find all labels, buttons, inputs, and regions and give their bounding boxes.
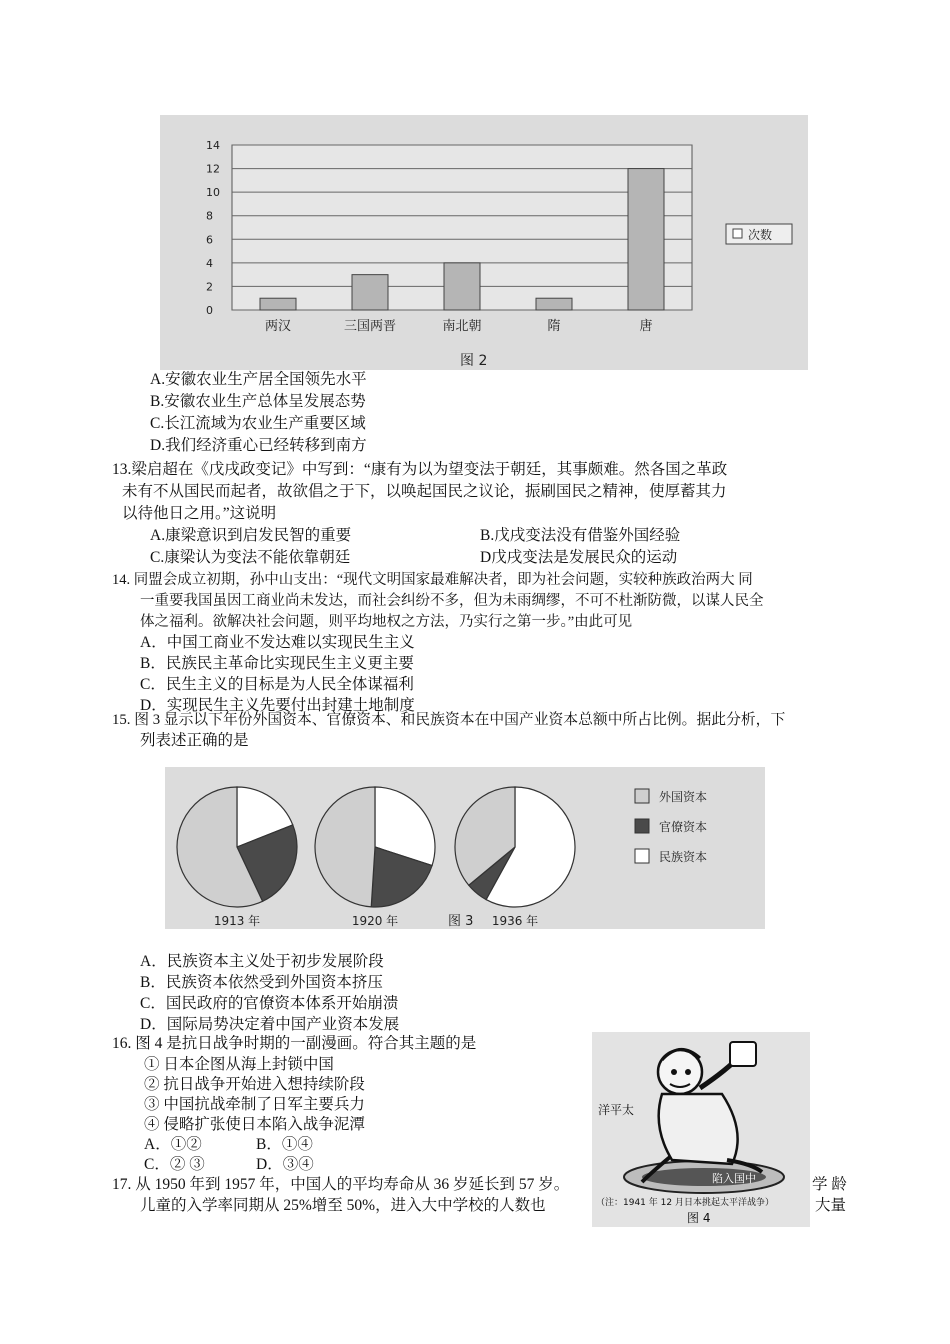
q16-item-1: ① 日本企图从海上封锁中国 bbox=[144, 1056, 334, 1073]
figure-caption: 图 4 bbox=[687, 1211, 711, 1225]
pie-year-label: 1920 年 bbox=[351, 914, 399, 928]
q15-option-b: B．民族资本依然受到外国资本挤压 bbox=[140, 974, 383, 991]
cartoon-label-pool: 陷入国中 bbox=[712, 1172, 756, 1185]
x-tick-label: 两汉 bbox=[264, 319, 292, 334]
q12-option-d: D.我们经济重心已经转移到南方 bbox=[150, 437, 367, 454]
q13-stem-line-3: 以待他日之用。”这说明 bbox=[122, 505, 277, 522]
y-tick-label: 0 bbox=[206, 304, 213, 317]
q15-stem-line-1: 15. 图 3 显示以下年份外国资本、官僚资本、和民族资本在中国产业资本总额中所占比例。据此分析，下 bbox=[112, 712, 786, 728]
q13-stem-line-1: 13.梁启超在《戊戌政变记》中写到：“康有为以为望变法于朝廷，其事颇难。然各国之革政 bbox=[112, 461, 728, 478]
q15-stem-line-2: 列表述正确的是 bbox=[140, 732, 249, 749]
pie-year-label: 1936 年 bbox=[491, 914, 539, 928]
q12-option-c: C.长江流域为农业生产重要区域 bbox=[150, 415, 366, 432]
pie-slice bbox=[315, 787, 375, 907]
q14-option-a: A．中国工商业不发达难以实现民生主义 bbox=[140, 634, 415, 651]
q16-option-b: B．①④ bbox=[256, 1136, 313, 1153]
q16-stem: 16. 图 4 是抗日战争时期的一副漫画。符合其主题的是 bbox=[112, 1035, 477, 1052]
y-tick-label: 10 bbox=[206, 186, 220, 200]
legend-label: 次数 bbox=[748, 228, 773, 242]
legend-label: 民族资本 bbox=[659, 850, 708, 864]
legend-swatch bbox=[635, 819, 649, 833]
q16-item-3: ③ 中国抗战牵制了日军主要兵力 bbox=[144, 1096, 365, 1113]
q14-stem-line-2: 一重要我国虽因工商业尚未发达，而社会纠纷不多，但为未雨绸缪，不可不杜渐防微，以谋人民全 bbox=[140, 593, 764, 609]
pie-charts bbox=[165, 767, 765, 929]
legend-swatch bbox=[635, 789, 649, 803]
q16-option-d: D．③④ bbox=[256, 1156, 314, 1173]
legend-label: 外国资本 bbox=[659, 790, 708, 804]
y-tick-label: 4 bbox=[206, 256, 213, 270]
q13-option-c: C.康梁认为变法不能依靠朝廷 bbox=[150, 549, 351, 566]
q14-stem-line-3: 体之福利。欲解决社会问题，则平均地权之方法，乃实行之第一步。”由此可见 bbox=[140, 614, 633, 630]
bar-chart bbox=[160, 115, 808, 370]
legend-swatch bbox=[635, 849, 649, 863]
cartoon-note: （注：1941 年 12 月日本挑起太平洋战争） bbox=[596, 1198, 774, 1208]
x-tick-label: 南北朝 bbox=[442, 319, 482, 334]
figure-caption: 图 3 bbox=[448, 914, 474, 929]
y-tick-label: 12 bbox=[206, 162, 220, 176]
bar bbox=[260, 298, 296, 310]
q12-option-b: B.安徽农业生产总体呈发展态势 bbox=[150, 393, 366, 410]
cartoon-image bbox=[592, 1032, 810, 1227]
q15-option-a: A．民族资本主义处于初步发展阶段 bbox=[140, 953, 384, 970]
figure-4 bbox=[592, 1032, 810, 1227]
bar bbox=[536, 298, 572, 310]
q13-option-a: A.康梁意识到启发民智的重要 bbox=[150, 527, 352, 544]
legend-label: 官僚资本 bbox=[659, 820, 708, 834]
q16-item-4: ④ 侵略扩张使日本陷入战争泥潭 bbox=[144, 1116, 365, 1133]
figure-2 bbox=[160, 115, 808, 370]
q15-option-c: C．国民政府的官僚资本体系开始崩溃 bbox=[140, 995, 399, 1012]
q16-option-c: C．② ③ bbox=[144, 1156, 205, 1173]
cartoon-label-left: 洋平太 bbox=[598, 1103, 635, 1117]
y-tick-label: 14 bbox=[206, 139, 220, 152]
y-tick-label: 8 bbox=[206, 209, 213, 223]
q14-option-c: C．民生主义的目标是为人民全体谋福利 bbox=[140, 676, 414, 693]
bar bbox=[444, 263, 480, 310]
y-tick-label: 2 bbox=[206, 280, 213, 294]
x-tick-label: 唐 bbox=[639, 319, 653, 334]
q17-line-2-end: 大量 bbox=[815, 1197, 847, 1214]
q15-option-d: D．国际局势决定着中国产业资本发展 bbox=[140, 1016, 400, 1033]
bar bbox=[628, 169, 664, 310]
figure-3 bbox=[165, 767, 765, 929]
q12-option-a: A.安徽农业生产居全国领先水平 bbox=[150, 371, 367, 388]
q14-option-b: B．民族民主革命比实现民生主义更主要 bbox=[140, 655, 414, 672]
q14-option-d: D．实现民生主义先要付出封建土地制度 bbox=[140, 697, 415, 714]
q13-option-d: D戊戌变法是发展民众的运动 bbox=[480, 549, 678, 566]
figure-caption: 图 2 bbox=[460, 353, 488, 369]
q17-line-1-end: 学 龄 bbox=[812, 1176, 847, 1193]
x-tick-label: 隋 bbox=[547, 319, 561, 334]
q14-stem-line-1: 14. 同盟会成立初期，孙中山支出：“现代文明国家最难解决者，即为社会问题，实较种族政治两大 同 bbox=[112, 572, 753, 588]
y-tick-label: 6 bbox=[206, 233, 213, 247]
q17-line-1: 17. 从 1950 年到 1957 年，中国人的平均寿命从 36 岁延长到 57 岁。 bbox=[112, 1176, 570, 1193]
q16-option-a: A．①② bbox=[144, 1136, 202, 1153]
q13-option-b: B.戊戌变法没有借鉴外国经验 bbox=[480, 527, 681, 544]
q13-stem-line-2: 未有不从国民而起者，故欲倡之于下，以唤起国民之议论，振刷国民之精神，使厚蓄其力 bbox=[122, 483, 727, 500]
pie-year-label: 1913 年 bbox=[213, 914, 261, 928]
x-tick-label: 三国两晋 bbox=[343, 319, 397, 334]
q17-line-2: 儿童的入学率同期从 25%增至 50%，进入大中学校的人数也 bbox=[140, 1197, 546, 1214]
bar bbox=[352, 275, 388, 310]
q16-item-2: ② 抗日战争开始进入想持续阶段 bbox=[144, 1076, 365, 1093]
